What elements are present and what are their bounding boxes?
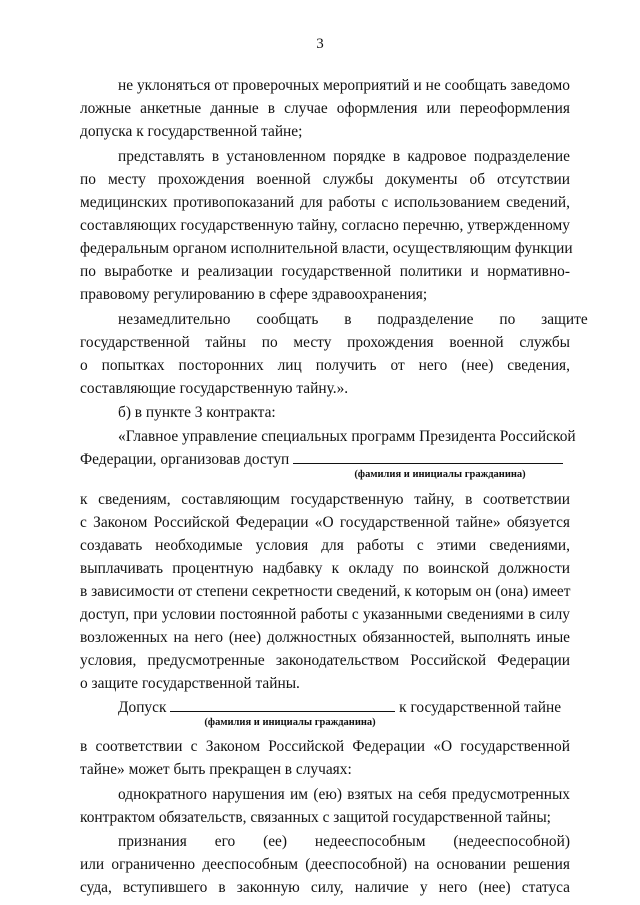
text-line: допуска к государственной тайне; — [80, 123, 303, 140]
text-line: однократного нарушения им (ею) взятых на себя предусмотренных — [118, 786, 570, 803]
text-line: федеральным органом исполнительной власти, осуществляющим функции — [80, 240, 573, 257]
text-line: суда, вступившего в законную силу, наличие у него (нее) статуса — [80, 879, 570, 896]
blank-caption: (фамилия и инициалы гражданина) — [354, 469, 526, 480]
text-line: по выработке и реализации государственной политики и нормативно- — [80, 263, 570, 280]
text-line — [118, 697, 570, 718]
text-line: незамедлительно сообщать в подразделение по защите — [118, 311, 588, 328]
name-blank-field — [170, 697, 395, 712]
text-line: в зависимости от степени секретности сведений, к которым он (она) имеет — [80, 583, 571, 600]
text-line: составляющие государственную тайну.». — [80, 380, 349, 397]
text-line: медицинских противопоказаний для работы с использованием сведений, — [80, 194, 570, 211]
text-line: тайне» может быть прекращен в случаях: — [80, 761, 352, 778]
text-line: или ограниченно дееспособным (дееспособной) на основании решения — [80, 856, 570, 873]
name-blank-field — [293, 449, 563, 464]
text-line: с Законом Российской Федерации «О государственной тайне» обязуется — [80, 514, 570, 531]
text-line: контрактом обязательств, связанных с защитой государственной тайны; — [80, 809, 551, 826]
text-line: составляющих государственную тайну, согласно перечню, утвержденному — [80, 217, 570, 234]
text-line: о защите государственной тайны. — [80, 675, 300, 692]
text-fragment: к государственной тайне — [399, 699, 562, 716]
text-line: возложенных на него (нее) должностных обязанностей, выполнять иные — [80, 629, 570, 646]
text-fragment: Федерации, организовав доступ — [80, 451, 290, 468]
text-line: условия, предусмотренные законодательством Российской Федерации — [80, 652, 570, 669]
text-line: создавать необходимые условия для работы с этими сведениями, — [80, 537, 570, 554]
text-line: доступ, при условии постоянной работы с указанными сведениями в силу — [80, 606, 570, 623]
text-line: государственной тайны по месту прохождения военной службы — [80, 334, 570, 351]
text-line: «Главное управление специальных программ Президента Российской — [118, 428, 576, 445]
text-line: не уклоняться от проверочных мероприятий и не сообщать заведомо — [118, 77, 570, 94]
text-line: признания его (ее) недееспособным (недееспособной) — [118, 833, 570, 850]
text-line: представлять в установленном порядке в кадровое подразделение — [118, 148, 570, 165]
text-line: о попытках посторонних лиц получить от него (нее) сведения, — [80, 357, 570, 374]
page-number: 3 — [316, 36, 324, 52]
text-line: ложные анкетные данные в случае оформления или переоформления — [80, 100, 570, 117]
text-line: к сведениям, составляющим государственную тайну, в соответствии — [80, 491, 570, 508]
text-line — [80, 449, 570, 470]
text-fragment: Допуск — [118, 699, 167, 716]
text-line: правовому регулированию в сфере здравоохранения; — [80, 286, 428, 303]
text-line: в соответствии с Законом Российской Федерации «О государственной — [80, 738, 570, 755]
text-line: выплачивать процентную надбавку к окладу по воинской должности — [80, 560, 570, 577]
text-line: по месту прохождения военной службы документы об отсутствии — [80, 171, 570, 188]
text-line: б) в пункте 3 контракта: — [118, 404, 276, 421]
blank-caption: (фамилия и инициалы гражданина) — [204, 717, 376, 728]
